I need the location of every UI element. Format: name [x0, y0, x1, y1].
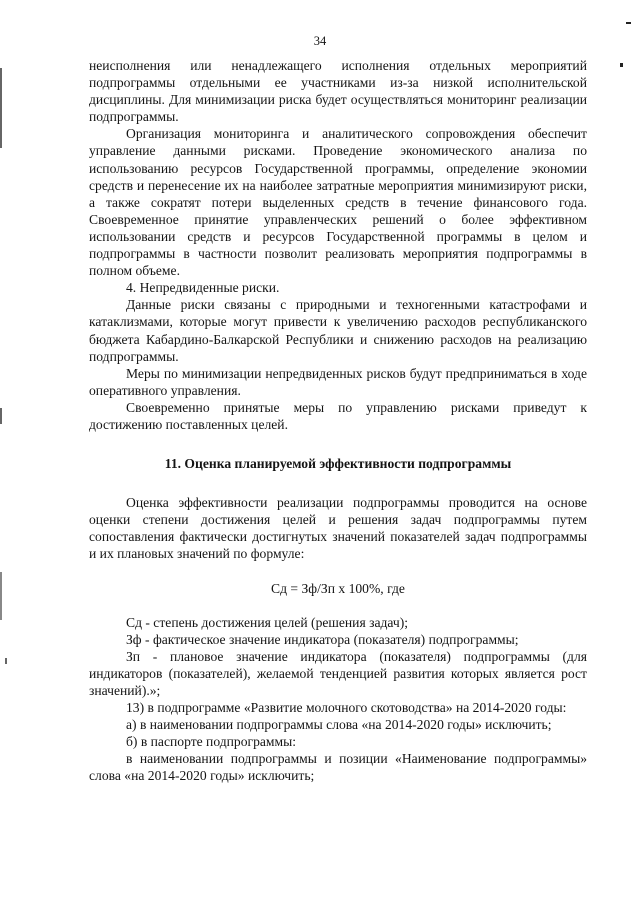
paragraph: Оценка эффективности реализации подпрограммы проводится на основе оценки степени достижения целей и решения задач подпрограммы путем сопоставления фактически достигнутых значений показателей задач подпрограммы и их плановых значений по формуле:	[89, 495, 587, 562]
amendment-item: 13) в подпрограмме «Развитие молочного скотоводства» на 2014-2020 годы:	[126, 700, 567, 716]
document-body	[89, 57, 587, 785]
paragraph: Данные риски связаны с природными и техногенными катастрофами и катаклизмами, которые могут привести к увеличению расходов республиканского бюджета Кабардино-Балкарской Республики и снижению расходов на реализацию подпрограммы.	[89, 297, 587, 364]
definition: Сд - степень достижения целей (решения задач);	[126, 614, 409, 630]
amendment-item: б) в паспорте подпрограммы:	[126, 734, 297, 750]
scan-mark	[620, 63, 623, 67]
scan-mark	[0, 572, 2, 620]
scan-mark	[0, 68, 2, 148]
amendment-item: а) в наименовании подпрограммы слова «на 2014-2020 годы» исключить;	[126, 717, 552, 733]
list-item: 4. Непредвиденные риски.	[126, 280, 280, 296]
scan-mark	[5, 658, 7, 664]
formula: Сд = Зф/Зп х 100%, где	[271, 580, 405, 596]
paragraph: Организация мониторинга и аналитического сопровождения обеспечит управление данными рисками. Проведение экономического анализа по использованию ресурсов Государственной программы, определение экономии средств и перенесение их на наиболее затратные мероприятия минимизируют риски, а также сократят потери выделенных средств в течение финансового года. Своевременное принятие управленческих решений о более эффективном использовании средств и ресурсов Государственной программы в целом и подпрограммы в частности позволит реализовать мероприятия подпрограммы в полном объеме.	[89, 126, 587, 279]
page-number: 34	[313, 34, 327, 48]
section-heading: 11. Оценка планируемой эффективности подпрограммы	[164, 456, 512, 472]
paragraph: Своевременно принятые меры по управлению рисками приведут к достижению поставленных целей.	[89, 399, 587, 432]
paragraph: Меры по минимизации непредвиденных рисков будут предприниматься в ходе оперативного управления.	[89, 365, 587, 398]
scan-mark	[626, 22, 631, 24]
paragraph: неисполнения или ненадлежащего исполнения отдельных мероприятий подпрограммы отдельными ее участниками из-за низкой исполнительской дисциплины. Для минимизации риска будет осуществляться мониторинг реализации подпрограммы.	[89, 58, 587, 125]
definition: Зф - фактическое значение индикатора (показателя) подпрограммы;	[126, 631, 519, 647]
definition: Зп - плановое значение индикатора (показателя) подпрограммы (для индикаторов (показателей), желаемой тенденцией развития которых является рост значений).»;	[89, 648, 587, 698]
scan-mark	[0, 408, 2, 424]
amendment-item: в наименовании подпрограммы и позиции «Наименование подпрограммы» слова «на 2014-2020 годы» исключить;	[89, 751, 587, 784]
